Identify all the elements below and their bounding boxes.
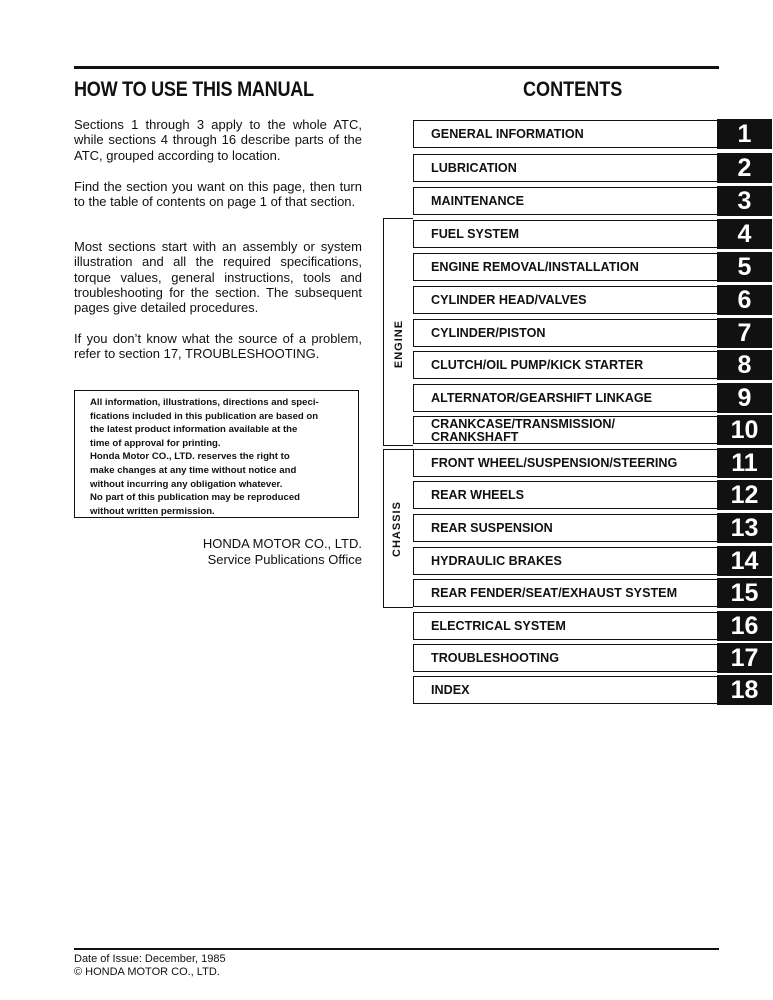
- manual-usage-title: HOW TO USE THIS MANUAL: [74, 78, 314, 101]
- section-number-tab[interactable]: 4: [717, 219, 772, 249]
- toc-item-label: GENERAL INFORMATION: [431, 127, 584, 141]
- section-number-tab[interactable]: 16: [717, 611, 772, 641]
- toc-item-engine-removal-installation[interactable]: [413, 253, 717, 281]
- notice-line: the latest product information available at the: [90, 424, 298, 436]
- toc-item-label: LUBRICATION: [431, 161, 517, 175]
- section-number-tab[interactable]: 2: [717, 153, 772, 183]
- toc-item-label: ALTERNATOR/GEARSHIFT LINKAGE: [431, 391, 653, 405]
- toc-item-general-information[interactable]: [413, 120, 717, 148]
- section-number-tab[interactable]: 11: [717, 448, 772, 478]
- section-number-tab[interactable]: 15: [717, 578, 772, 608]
- intro-paragraph-1: Sections 1 through 3 apply to the whole ATC, while sections 4 through 16 describe parts of the ATC, grouped according to location.: [74, 117, 362, 163]
- section-number-tab[interactable]: 5: [717, 252, 772, 282]
- toc-item-maintenance[interactable]: [413, 187, 717, 215]
- toc-item-rear-fender-seat-exhaust-system[interactable]: [413, 579, 717, 607]
- toc-item-label: INDEX: [431, 683, 470, 697]
- notice-line: time of approval for printing.: [90, 437, 221, 449]
- engine-group-label: ENGINE: [393, 319, 406, 369]
- section-number-tab[interactable]: 7: [717, 318, 772, 348]
- toc-item-label: CYLINDER/PISTON: [431, 326, 546, 340]
- notice-line: make changes at any time without notice and: [90, 464, 297, 476]
- section-number-tab[interactable]: 17: [717, 643, 772, 673]
- toc-item-label: REAR WHEELS: [431, 488, 525, 502]
- toc-item-troubleshooting[interactable]: [413, 644, 717, 672]
- company-name: HONDA MOTOR CO., LTD.: [202, 536, 362, 551]
- company-office: Service Publications Office: [207, 551, 362, 567]
- toc-item-label: REAR FENDER/SEAT/EXHAUST SYSTEM: [431, 586, 678, 600]
- notice-line: without written permission.: [90, 505, 215, 517]
- toc-item-fuel-system[interactable]: [413, 220, 717, 248]
- toc-item-crankcase-transmission-crankshaft[interactable]: [413, 416, 717, 444]
- toc-item-rear-suspension[interactable]: [413, 514, 717, 542]
- company-block: [203, 536, 362, 567]
- intro-paragraph-4: If you don’t know what the source of a problem, refer to section 17, TROUBLESHOOTING.: [74, 331, 362, 362]
- toc-item-electrical-system[interactable]: [413, 612, 717, 640]
- notice-line: No part of this publication may be reproduced: [90, 492, 301, 504]
- notice-line: All information, illustrations, directions and speci-: [90, 397, 319, 408]
- section-number-tab[interactable]: 8: [717, 350, 772, 380]
- disclaimer-notice-box: [74, 390, 359, 518]
- toc-item-cylinder-piston[interactable]: [413, 319, 717, 347]
- toc-item-label-line2: CRANKSHAFT: [431, 430, 519, 444]
- toc-item-label: FRONT WHEEL/SUSPENSION/STEERING: [431, 456, 678, 470]
- section-number-tab[interactable]: 10: [717, 415, 772, 445]
- toc-item-label: CYLINDER HEAD/VALVES: [431, 293, 587, 307]
- toc-item-label: TROUBLESHOOTING: [431, 651, 560, 665]
- toc-item-alternator-gearshift-linkage[interactable]: [413, 384, 717, 412]
- footer: [74, 953, 226, 979]
- copyright-notice: © HONDA MOTOR CO., LTD.: [74, 966, 220, 978]
- section-number-tab[interactable]: 3: [717, 186, 772, 216]
- section-number-tab[interactable]: 18: [717, 675, 772, 705]
- chassis-group-label: CHASSIS: [390, 501, 403, 557]
- section-number-tab[interactable]: 9: [717, 383, 772, 413]
- intro-paragraph-2: Find the section you want on this page, then turn to the table of contents on page 1 of that section.: [74, 179, 362, 210]
- toc-item-clutch-oil-pump-kick-starter[interactable]: [413, 351, 717, 379]
- intro-paragraph-3: Most sections start with an assembly or system illustration and all the required specifications, torque values, general instructions, tools and troubleshooting for the section. The subsequent pages give detailed procedures.: [74, 239, 362, 316]
- section-number-tab[interactable]: 13: [717, 513, 772, 543]
- contents-title: CONTENTS: [523, 78, 623, 101]
- toc-item-rear-wheels[interactable]: [413, 481, 717, 509]
- toc-item-label: REAR SUSPENSION: [431, 521, 553, 535]
- toc-item-index[interactable]: [413, 676, 717, 704]
- toc-item-label: MAINTENANCE: [431, 194, 525, 208]
- toc-item-cylinder-head-valves[interactable]: [413, 286, 717, 314]
- toc-item-front-wheel-suspension-steering[interactable]: [413, 449, 717, 477]
- section-number-tab[interactable]: 6: [717, 285, 772, 315]
- toc-item-hydraulic-brakes[interactable]: [413, 547, 717, 575]
- issue-date: Date of Issue: December, 1985: [74, 953, 226, 965]
- toc-item-label: CRANKCASE/TRANSMISSION/: [431, 417, 616, 431]
- toc-item-label: FUEL SYSTEM: [431, 227, 519, 241]
- toc-item-label: HYDRAULIC BRAKES: [431, 554, 562, 568]
- toc-item-label: ENGINE REMOVAL/INSTALLATION: [431, 260, 639, 274]
- notice-line: fications included in this publication are based on: [90, 410, 319, 422]
- section-number-tab[interactable]: 12: [717, 480, 772, 510]
- notice-line: Honda Motor CO., LTD. reserves the right to: [90, 451, 290, 463]
- bottom-rule: [74, 948, 719, 950]
- section-number-tab[interactable]: 14: [717, 546, 772, 576]
- section-number-tab[interactable]: 1: [717, 119, 772, 149]
- toc-item-label: ELECTRICAL SYSTEM: [431, 619, 566, 633]
- top-rule: [74, 66, 719, 69]
- toc-item-label: CLUTCH/OIL PUMP/KICK STARTER: [431, 358, 644, 372]
- toc-item-lubrication[interactable]: [413, 154, 717, 182]
- notice-line: without incurring any obligation whatever.: [90, 478, 283, 490]
